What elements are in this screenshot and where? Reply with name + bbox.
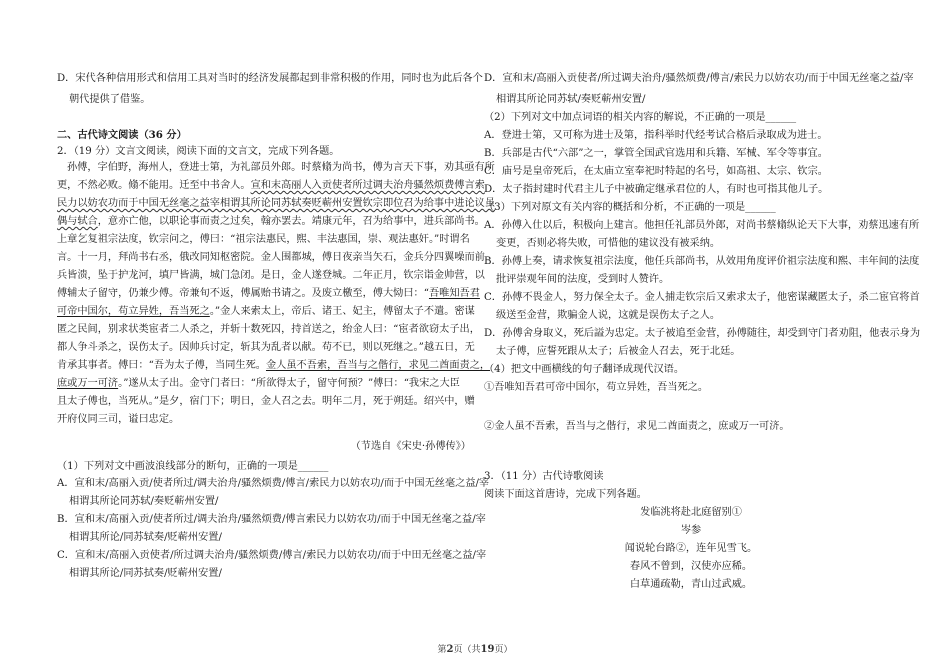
q4-sentence-1: ①吾唯知吾君可帝中国尔，苟立异姓，吾当死之。 (484, 382, 709, 393)
q1-option-c-cont: 相谓其所论/同苏拭奏/贬蕲州安置/ (69, 568, 222, 579)
passage-line: 孙傅，字伯野，海州人，登进士第，为礼部员外郎。时蔡翛为尚书，傅为言天下事，劝其亟有所 (67, 162, 495, 173)
passage-line (57, 179, 485, 193)
q3-option-c: C．孙傅不畏金人，努力保全太子。金人捕走钦宗后又索求太子，他密谋藏匿太子，杀二宦官将首 (484, 292, 920, 303)
passage-text: 傅辅太子留守，仍兼少傅。帝兼旬不返，傅属贻书请之。及废立檄至，傅大恸曰：“ (57, 288, 429, 299)
q2-option-a: A．登进士第，又可称为进士及第，指科举时代经考试合格后录取成为进士。 (484, 130, 828, 141)
passage-text: 肯承其事者。傅曰：“吾为太子傅，当同生死。 (57, 360, 266, 371)
poem-title: 发临洮将赴北庭留别① (640, 507, 742, 518)
q4-stem: （4）把文中画横线的句子翻译成现代汉语。 (484, 364, 685, 375)
footer-mid: 页（共 (453, 645, 481, 655)
passage-line (57, 197, 496, 211)
q3-stem: （3）下列对原文有关内容的概括和分析，不正确的一项是______ (484, 202, 776, 213)
passage-line: 且太子傅也，当死从。”是夕，宿门下；明日，金人召之去。明年二月，死于朔廷。绍兴中，赠 (57, 396, 475, 407)
q1-option-a-cont: 相谓其所论同苏轼/奏贬蕲州安置/ (69, 496, 219, 507)
q3-option-d-cont: 太子傅，应誓死跟从太子；后被金人召去，死于北廷。 (496, 346, 741, 357)
passage-text: 更，不然必败。翛不能用。迁至中书舍人。 (57, 180, 251, 191)
q3-option-a-cont: 变更，否则必将失败，可惜他的建议没有被采纳。 (496, 238, 721, 249)
poem-line: 春风不曾到，汉使亦应稀。 (629, 561, 753, 572)
q1-option-a: A．宣和末/高丽入贡/使者所过/调夫治舟/骚然烦费/傅言/索民力以妨农功/而于中国无丝毫之益/宰 (57, 478, 490, 489)
q3-poetry-intro: 3．（11 分）古代诗歌阅读 (484, 471, 604, 482)
underlined-text: 吾唯知吾君 (428, 288, 480, 299)
passage-source: （节选自《宋史·孙傅传》） (350, 441, 471, 452)
q2-intro: 2．（19 分）文言文阅读，阅读下面的文言文，完成下列各题。 (57, 146, 340, 157)
wavy-underline-text: 民力以妨农功而于中国无丝毫之益宰相谓其所论同苏轼奏贬蕲州安置钦宗即位召为给事中进论议虽 (57, 198, 496, 209)
passage-text: 。”遂从太子出。金守门者曰：“所欲得太子，留守何预？”傅曰：“我宋之大臣 (118, 378, 460, 389)
section-title: 二、古代诗文阅读（36 分） (57, 129, 187, 141)
q3-option-d: D．孙傅舍身取义，死后謚为忠定。太子被追至金营，孙傅随往，却受到守门者劝阻，他表示身为 (484, 328, 921, 339)
q1-option-b-cont: 相谓其所论/同苏轼奏/贬蕲州安置/ (69, 532, 222, 543)
passage-text: 。”金人来索太上，帝后、诸王、妃主，傅留太子不遣。密谋 (209, 306, 475, 317)
q1-stem: （1）下列对文中画波浪线部分的断句，正确的一项是______ (57, 461, 329, 472)
q1-option-d: D．宣和末/高丽入贡使者/所过调夫治舟/骚然烦费/傅言/索民力以妨农功/而于中国无丝毫之益/宰 (484, 73, 914, 84)
passage-line (57, 215, 485, 229)
page-footer (0, 642, 950, 655)
q4-sentence-2: ②金人虽不吾索，吾当与之偕行，求见二酋面责之，庶或万一可济。 (484, 421, 790, 432)
q2-option-d: D．太子指封建时代君主儿子中被确定继承君位的人，有时也可指其他儿子。 (484, 184, 829, 195)
passage-line (57, 287, 480, 301)
q2-stem: （2）下列对文中加点词语的相关内容的解说，不正确的一项是______ (484, 112, 797, 123)
poem-author: 岑参 (680, 525, 702, 536)
q2-option-b: B．兵部是古代“六部”之一，掌管全国武官选用和兵籍、军械、军令等事宜。 (484, 148, 828, 159)
footer-total-pages: 19 (480, 644, 495, 655)
passage-line (57, 377, 471, 391)
footer-suffix: 页） (494, 645, 513, 655)
passage-line: 开府仪同三司，谥曰忠定。 (57, 414, 180, 425)
wavy-underline-text: 偶与轼合 (57, 216, 98, 227)
poem-line: 白草通疏勒，青山过武威。 (629, 579, 753, 590)
q3-option-b-cont: 批评崇观年间的法度，受到时人赞许。 (496, 274, 670, 285)
q3-option-b: B．孙傅上奏，请求恢复祖宗法度，他任兵部尚书，从效用角度评价祖宗法度和熙、丰年间的法度 (484, 256, 920, 267)
passage-line: 上章乞复祖宗法度，钦宗问之，傅曰：“祖宗法惠民，熙、丰法惠国，崇、观法惠奸。”时谓名 (57, 234, 470, 245)
q3-poetry-instructions: 阅读下面这首唐诗，完成下列各题。 (484, 489, 647, 500)
q2-option-c: C．庙号是皇帝死后，在太庙立室奉祀时特起的名号，如高祖、太宗、钦宗。 (484, 166, 828, 177)
q1-option-c: C．宣和末/高丽入贡使者/所过调夫治舟/骚然烦费/傅言/索民力以妨农功/而于中田无丝毫之益/宰 (57, 550, 487, 561)
prev-option-d-line2: 朝代提供了借鉴。 (69, 94, 151, 105)
underlined-text: 金人虽不吾索，吾当与之偕行，求见二酋面责之， (265, 360, 491, 371)
underlined-text: 庶或万一可济 (57, 378, 119, 389)
q1-option-b: B．宣和末/高丽入贡/使者所过/调夫治舟/骚然烦费/傅言索民力以妨农功/而于中国无丝毫之益/宰 (57, 514, 486, 525)
passage-line (57, 359, 491, 373)
footer-page-number: 2 (446, 644, 454, 655)
passage-line: 匿之民间，别求状类宦者二人杀之，并斩十数死囚，持首送之，绐金人曰：“宦者欲窃太子出， (57, 324, 480, 335)
passage-text: ，意亦亡他，以职论事而责之过矣，翰亦罢去。靖康元年，召为给事中，进兵部尚书。 (97, 216, 485, 227)
poem-line: 闻说轮台路②，连年见雪飞。 (624, 543, 758, 554)
passage-line (57, 305, 475, 319)
q1-option-d-cont: 相谓其所论同苏轼/奏贬蕲州安置/ (496, 94, 646, 105)
q3-option-c-cont: 级送至金营，欺骗金人说，这就是误伤太子之人。 (496, 310, 721, 321)
passage-line: 都人争斗杀之，误伤太子。因帅兵讨定，斩其为乱者以献。苟不已，则以死继之。”越五日，无 (57, 342, 475, 353)
underlined-text: 可帝中国尔，苟立异姓，吾当死之 (57, 306, 210, 317)
footer-prefix: 第 (437, 645, 447, 655)
passage-line: 兵皆溃，坠于护龙河，填尸皆满，城门急闭。是日，金人遂登城。二年正月，钦宗诣金帅营，以 (57, 270, 485, 281)
wavy-underline-text: 宣和末高丽人入贡使者所过调夫治舟骚然烦费傅言索 (250, 180, 485, 191)
passage-line: 言。十一月，拜尚书右丞，俄改同知枢密院。金人围都城，傅日夜亲当矢石，金兵分四翼噪而前 (57, 252, 485, 263)
prev-option-d-line1: D．宋代各种信用形式和信用工具对当时的经济发展都起到非常积极的作用，同时也为此后各个 (57, 73, 483, 84)
q3-option-a: A．孙傅入仕以后，积极向上建言。他担任礼部员外郎，对尚书蔡翛纵论天下大事，劝蔡迅速有所 (484, 220, 920, 231)
